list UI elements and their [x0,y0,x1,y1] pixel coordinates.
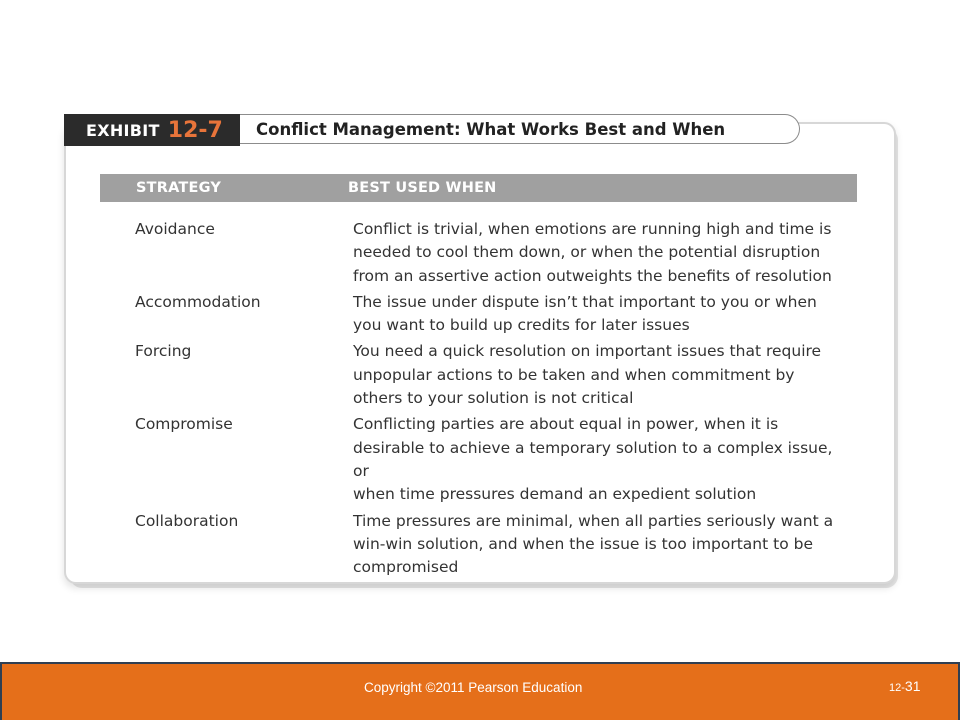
text-line: others to your solution is not critical [353,389,634,408]
table-body [100,218,857,582]
text-line: desirable to achieve a temporary solution to a complex issue, or [353,438,833,480]
exhibit-label-box [64,114,240,146]
text-line: Conflict is trivial, when emotions are running high and time is [353,220,832,238]
text-line: Time pressures are minimal, when all parties seriously want a [353,511,834,530]
strategy-name: Avoidance [135,220,215,238]
table-row [100,510,857,580]
exhibit-number: 12-7 [167,117,223,143]
text-line: The issue under dispute isn’t that important to you or when [353,292,817,311]
exhibit-label: EXHIBIT [86,120,160,140]
text-line: Conflicting parties are about equal in power, when it is [353,415,779,434]
exhibit-title: Conflict Management: What Works Best and When [256,119,726,139]
table-row [100,340,857,410]
text-line: needed to cool them down, or when the potential disruption [353,243,821,262]
text-line: win-win solution, and when the issue is too important to be [353,534,813,553]
column-header-strategy: STRATEGY [136,180,222,196]
exhibit-title-tab [240,114,800,144]
strategy-name: Accommodation [135,292,261,311]
strategy-name: Compromise [135,415,233,434]
strategy-name: Collaboration [135,511,239,530]
best-used-when-text [353,413,853,506]
text-line: You need a quick resolution on important issues that require [353,342,822,361]
page-number-value: 31 [904,678,921,694]
text-line: from an assertive action outweights the benefits of resolution [353,266,832,285]
best-used-when-text [353,218,853,288]
text-line: when time pressures demand an expedient solution [353,485,757,504]
exhibit-title-bar [64,114,804,146]
column-header-best-used-when: BEST USED WHEN [348,180,497,196]
text-line: unpopular actions to be taken and when commitment by [353,365,795,384]
page-number-prefix: 12- [889,682,905,694]
best-used-when-text [353,340,853,410]
footer-bar [0,662,960,720]
copyright-text: Copyright ©2011 Pearson Education [364,680,583,695]
page-number [889,678,920,696]
table-row [100,291,857,338]
table-row [100,218,857,288]
table-header [100,174,857,202]
text-line: you want to build up credits for later issues [353,316,690,335]
table-row [100,413,857,506]
best-used-when-text [353,510,853,580]
best-used-when-text [353,291,853,338]
strategy-name: Forcing [135,342,192,361]
text-line: compromised [353,558,459,577]
